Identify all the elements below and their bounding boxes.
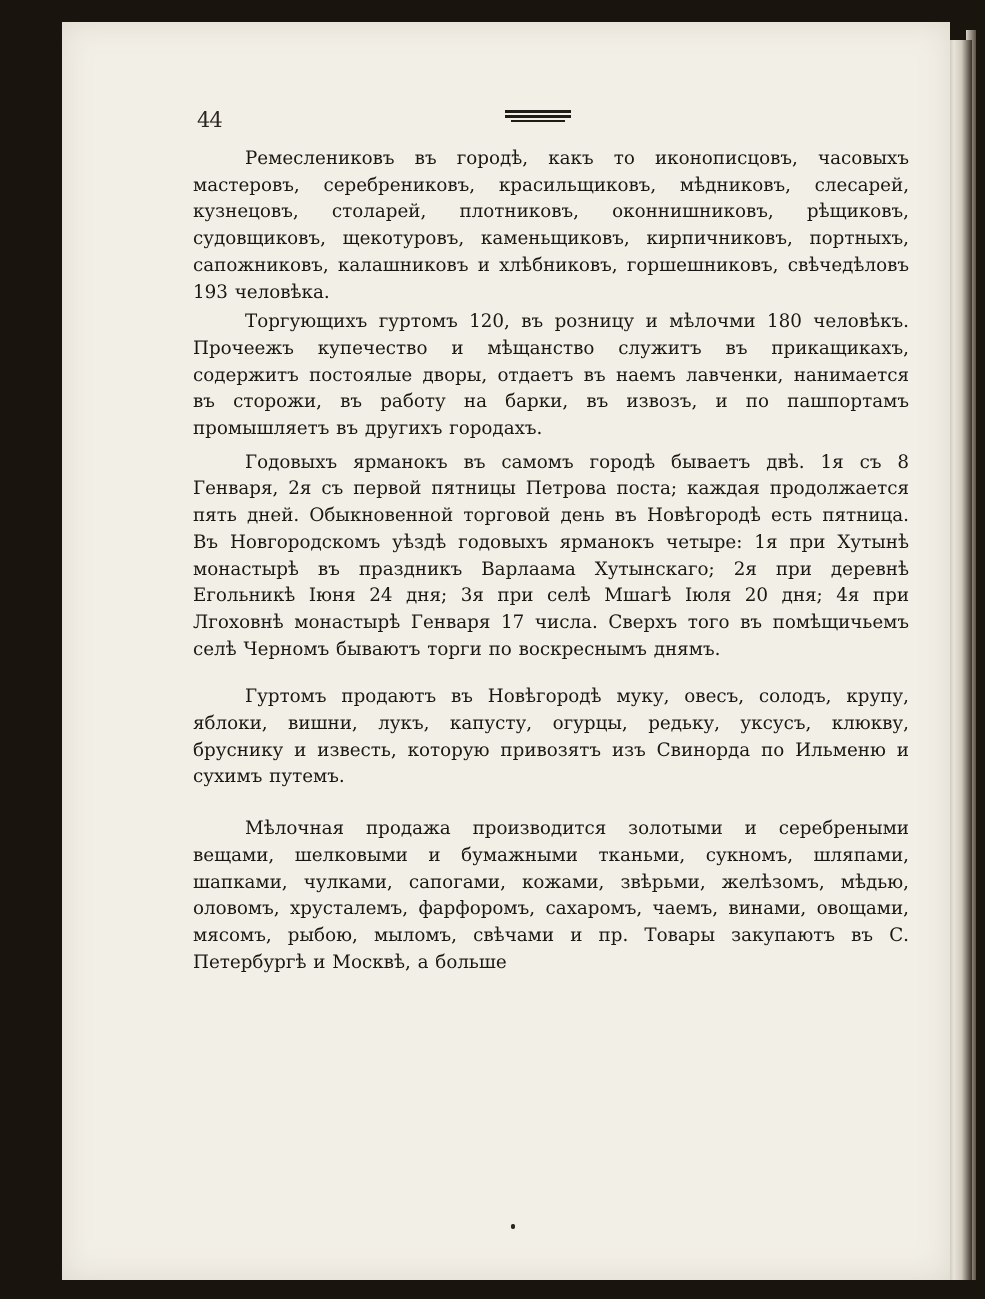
paragraph-fairs: Годовыхъ ярманокъ въ самомъ городѣ бываетъ двѣ. 1я съ 8 Генваря, 2я съ первой пятницы Петрова поста; каждая продолжается пять дней. Обыкновенной торговой день въ Новѣгородѣ есть пятница. Въ Новгородскомъ уѣздѣ годовыхъ ярманокъ четыре: 1я при Хутынѣ монастырѣ въ праздникъ Варлаама Хутынскаго; 2я при деревнѣ Егольникѣ Іюня 24 дня; 3я при селѣ Мшагѣ Іюля 20 дня; 4я при Лгоховнѣ монастырѣ Генваря 17 числа. Сверхъ того въ помѣщичьемъ селѣ Черномъ бываютъ торги по воскреснымъ днямъ. xyxy=(193,451,909,660)
header-ornament-rule xyxy=(505,110,571,122)
paragraph-wholesale: Гуртомъ продаютъ въ Новѣгородѣ муку, овесъ, солодъ, крупу, яблоки, вишни, лукъ, капусту, огурцы, редьку, уксусъ, клюкву, бруснику и известь, которую привозятъ изъ Свинорда по Ильменю и сухимъ путемъ. xyxy=(193,686,909,788)
paragraph-craftsmen: Ремеслениковъ въ городѣ, какъ то иконописцовъ, часовыхъ мастеровъ, серебрениковъ, красильщиковъ, мѣдниковъ, слесарей, кузнецовъ, столарей, плотниковъ, оконнишниковъ, рѣщиковъ, судовщиковъ, щекотуровъ, каменьщиковъ, кирпичниковъ, портныхъ, сапожниковъ, калашниковъ и хлѣбниковъ, горшешниковъ, свѣчедѣловъ 193 человѣка. xyxy=(193,148,909,303)
body-text xyxy=(193,146,909,976)
paragraph-traders: Торгующихъ гуртомъ 120, въ розницу и мѣлочми 180 человѣкъ. Прочеежъ купечество и мѣщанство служитъ въ прикащикахъ, содержитъ постоялые дворы, отдаетъ въ наемъ лавченки, нанимается въ сторожи, въ работу на барки, въ извозъ, и по пашпортамъ промышляетъ въ другихъ городахъ. xyxy=(193,311,909,440)
page-number: 44 xyxy=(197,108,222,132)
ink-speck xyxy=(511,1224,515,1229)
paragraph-retail: Мѣлочная продажа производится золотыми и серебреными вещами, шелковыми и бумажными тканьми, сукномъ, шляпами, шапками, чулками, сапогами, кожами, звѣрьми, желѣзомъ, мѣдью, оловомъ, хрусталемъ, фарфоромъ, сахаромъ, чаемъ, винами, овощами, мясомъ, рыбою, мыломъ, свѣчами и пр. Товары закупаютъ въ С. Петербургѣ и Москвѣ, а больше xyxy=(193,818,909,973)
